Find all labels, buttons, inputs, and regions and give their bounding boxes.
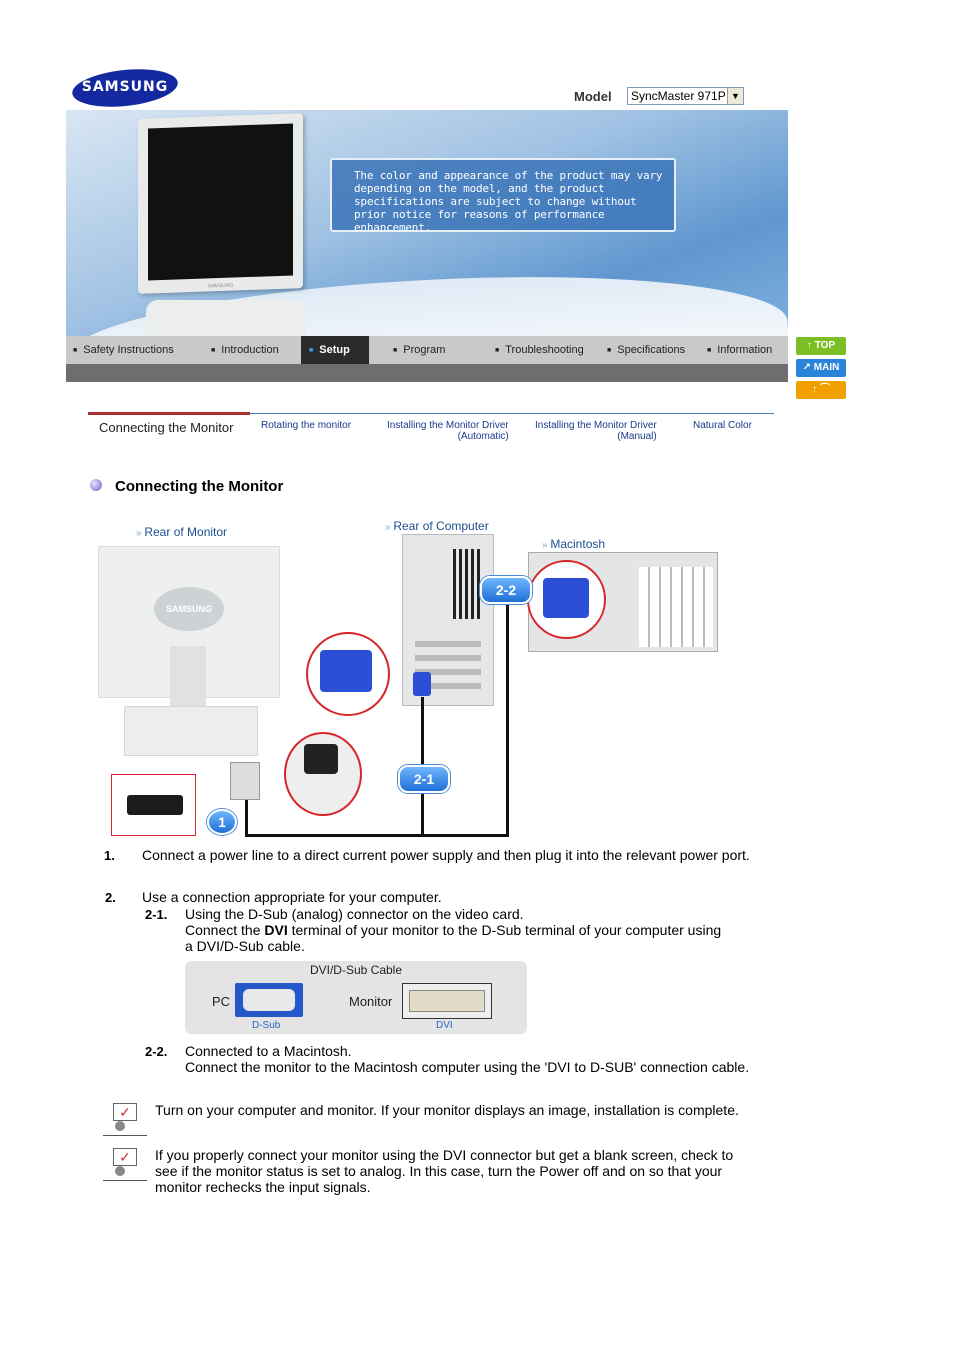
- tab-label: Connecting the Monitor: [99, 420, 234, 435]
- samsung-logo: [72, 70, 178, 106]
- tab-driver-automatic[interactable]: [387, 420, 509, 442]
- power-adapter-image: [127, 795, 183, 815]
- disclaimer-text: The color and appearance of the product may vary depending on the model, and the product specifications are subject to change without prior notice for reasons of performance enhancement.: [354, 169, 663, 234]
- monitor-brand: SAMSUNG: [207, 282, 234, 290]
- model-select[interactable]: [627, 87, 744, 105]
- dsub-label: D-Sub: [252, 1020, 281, 1031]
- tab-connecting-the-monitor[interactable]: [88, 412, 250, 449]
- tower-vent: [453, 549, 481, 619]
- nav-sub-bar: [66, 364, 788, 382]
- badge-step-2-2: 2-2: [480, 576, 532, 604]
- top-button[interactable]: [796, 337, 846, 355]
- monitor-label: Monitor: [349, 994, 393, 1009]
- dvi-connector-image: [304, 744, 338, 774]
- dvi-label: DVI: [436, 1020, 453, 1031]
- logo-text: SAMSUNG: [81, 79, 169, 95]
- cable-line: [506, 598, 509, 836]
- monitor-neck-image: [170, 646, 206, 706]
- main-nav: [66, 336, 788, 364]
- model-select-value: SyncMaster 971P: [631, 89, 726, 103]
- dvi-term: DVI: [264, 922, 288, 938]
- tower-slot: [415, 655, 481, 661]
- dvi-connector-image: [402, 983, 492, 1019]
- cable-diagram-title: DVI/D-Sub Cable: [309, 963, 403, 977]
- cable-diagram: [185, 961, 527, 1034]
- step-2-1-line2: [185, 922, 755, 938]
- mac-connector-image: [543, 578, 589, 618]
- zoom-dvi-connector: [284, 732, 362, 816]
- monitor-stand-image: [146, 300, 306, 336]
- nav-troubleshooting[interactable]: ■ Troubleshooting: [495, 336, 584, 364]
- caption-rear-of-computer: » Rear of Computer: [385, 519, 489, 533]
- vga-connector-image: [320, 650, 372, 692]
- back-button[interactable]: [796, 381, 846, 399]
- monitor-image: [138, 113, 303, 294]
- note-check-icon: ✓: [103, 1148, 147, 1182]
- step-1-text: Connect a power line to a direct current power supply and then plug it into the relevant power port.: [142, 847, 750, 863]
- tab-label: Installing the Monitor Driver: [535, 420, 657, 431]
- step-2-text: Use a connection appropriate for your computer.: [142, 889, 442, 905]
- back-button-label: ⌒: [819, 384, 830, 395]
- step-2-2-line2: Connect the monitor to the Macintosh computer using the 'DVI to D-SUB' connection cable.: [185, 1059, 750, 1075]
- tab-label-sub: (Manual): [617, 431, 657, 442]
- step-2-1-text: [185, 906, 755, 954]
- arrow-turn-icon: ↗: [802, 362, 812, 373]
- tab-label: Installing the Monitor Driver: [387, 420, 509, 431]
- vga-plug-image: [413, 672, 431, 696]
- monitor-screen: [148, 123, 293, 280]
- nav-specifications[interactable]: ■ Specifications: [607, 336, 685, 364]
- note-1-text: Turn on your computer and monitor. If your monitor displays an image, installation is complete.: [155, 1102, 739, 1118]
- arrow-up-icon: ↑: [806, 340, 812, 351]
- top-button-label: TOP: [814, 340, 836, 351]
- step-2-1-line3: a DVI/D-Sub cable.: [185, 938, 305, 954]
- bullet-icon: [90, 479, 102, 491]
- text-part: Connect the: [185, 922, 265, 938]
- tab-natural-color[interactable]: Natural Color: [693, 420, 752, 431]
- cable-line: [245, 834, 509, 837]
- disclaimer-box: [330, 158, 676, 232]
- zoom-vga-connector: [306, 632, 390, 716]
- step-2-2-line1: Connected to a Macintosh.: [185, 1043, 352, 1059]
- dvi-plug-image: [230, 762, 260, 800]
- badge-step-2-1: 2-1: [398, 765, 450, 793]
- section-title: Connecting the Monitor: [115, 478, 284, 495]
- zoom-mac-connector: [527, 560, 606, 639]
- badge-step-1: 1: [207, 809, 237, 835]
- text-part: terminal of your monitor to the D-Sub terminal of your computer using: [287, 922, 722, 938]
- tab-label-sub: (Automatic): [457, 431, 509, 442]
- step-1-number: 1.: [104, 848, 115, 863]
- step-2-2-number: 2-2.: [145, 1044, 168, 1059]
- note-check-icon: ✓: [103, 1103, 147, 1137]
- chevron-down-icon[interactable]: ▼: [727, 88, 743, 104]
- step-2-2-text: [185, 1043, 755, 1075]
- nav-setup[interactable]: ■ Setup: [301, 336, 369, 364]
- step-2-number: 2.: [105, 890, 116, 905]
- banner: [66, 110, 788, 336]
- nav-information[interactable]: ■ Information: [707, 336, 772, 364]
- tab-driver-manual[interactable]: [535, 420, 657, 442]
- mac-expansion-cards: [639, 567, 713, 647]
- caption-macintosh: » Macintosh: [542, 537, 605, 551]
- sub-tabs: [88, 413, 774, 448]
- nav-introduction[interactable]: ■ Introduction: [211, 336, 279, 364]
- caption-rear-of-monitor: » Rear of Monitor: [136, 525, 227, 539]
- dsub-connector-image: [235, 983, 303, 1017]
- tower-slot: [415, 641, 481, 647]
- pc-label: PC: [212, 994, 231, 1009]
- step-2-1-line1: Using the D-Sub (analog) connector on the video card.: [185, 906, 524, 922]
- tab-rotating-the-monitor[interactable]: Rotating the monitor: [261, 420, 352, 431]
- nav-safety-instructions[interactable]: ■ Safety Instructions: [73, 336, 174, 364]
- cable-line: [245, 795, 248, 835]
- main-button-label: MAIN: [813, 362, 840, 373]
- note-2-text: If you properly connect your monitor using the DVI connector but get a blank screen, check to see if the monitor status is set to analog. In this case, turn the Power off and on so that your monitor rechecks the input signals.: [155, 1147, 734, 1195]
- arrow-up-icon: ↑: [812, 384, 818, 395]
- model-label: Model: [574, 89, 612, 104]
- monitor-base-image: [124, 706, 258, 756]
- main-button[interactable]: [796, 359, 846, 377]
- step-2-1-number: 2-1.: [145, 907, 168, 922]
- rear-monitor-brand: SAMSUNG: [154, 587, 224, 631]
- nav-program[interactable]: ■ Program: [393, 336, 445, 364]
